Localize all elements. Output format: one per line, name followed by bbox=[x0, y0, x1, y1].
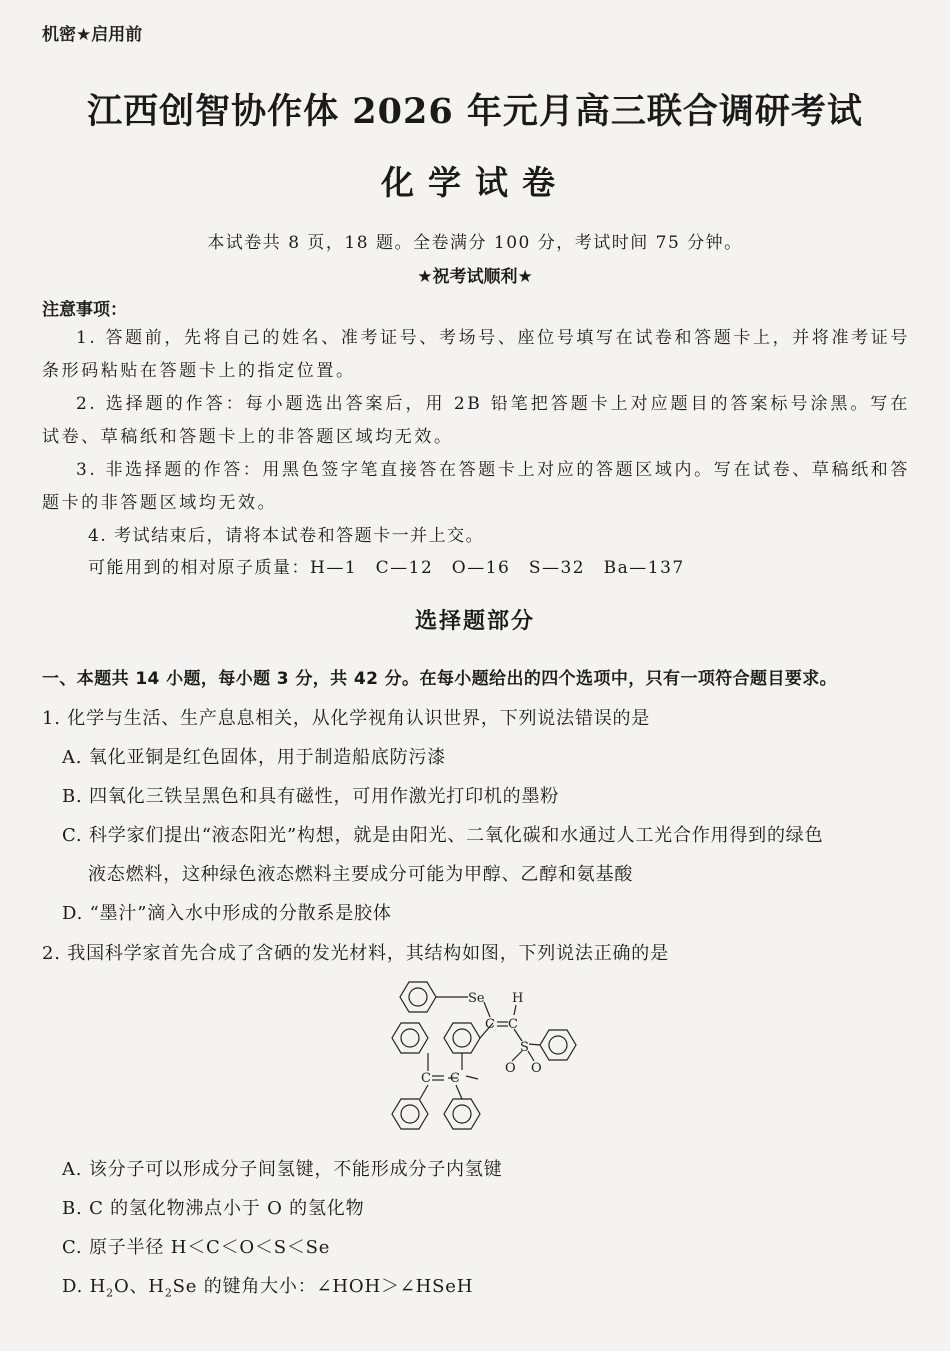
molecular-structure-diagram bbox=[380, 975, 610, 1145]
note-item: 4. 考试结束后，请将本试卷和答题卡一并上交。 bbox=[88, 526, 485, 546]
question-2-stem: 2. 我国科学家首先合成了含硒的发光材料，其结构如图，下列说法正确的是 bbox=[42, 943, 669, 964]
sulfur-atom-label: S bbox=[520, 1040, 529, 1055]
benzene-ring bbox=[392, 1099, 428, 1129]
benzene-ring bbox=[392, 1023, 428, 1053]
oxygen-atom-label: O bbox=[505, 1061, 516, 1076]
atomic-mass-line: 可能用到的相对原子质量：H—1 C—12 O—16 S—32 Ba—137 bbox=[88, 558, 685, 578]
option-d-mid: O、H bbox=[113, 1276, 165, 1297]
exam-info: 本试卷共 8 页，18 题。全卷满分 100 分，考试时间 75 分钟。 bbox=[207, 233, 743, 253]
exam-title: 江西创智协作体 2026 年元月高三联合调研考试 bbox=[87, 91, 863, 132]
note-item: 3. 非选择题的作答：用黑色签字笔直接答在答题卡上对应的答题区域内。写在试卷、草稿纸和答题卡的非答题区域均无效。 bbox=[42, 460, 910, 513]
question-2-option-d bbox=[62, 1272, 473, 1300]
subscript: 2 bbox=[106, 1286, 114, 1300]
exam-subtitle: 化学试卷 bbox=[381, 163, 569, 202]
section-title: 选择题部分 bbox=[414, 609, 535, 634]
note-item: 2. 选择题的作答：每小题选出答案后，用 2B 铅笔把答题卡上对应题目的答案标号涂黑。写在试卷、草稿纸和答题卡上的非答题区域均无效。 bbox=[42, 394, 910, 447]
question-1-option-d: D. “墨汁”滴入水中形成的分散系是胶体 bbox=[62, 903, 392, 924]
question-1-option-a: A. 氧化亚铜是红色固体，用于制造船底防污漆 bbox=[62, 747, 447, 768]
benzene-ring bbox=[540, 1030, 576, 1060]
notes-title: 注意事项： bbox=[42, 300, 127, 320]
question-1-option-c: C. 科学家们提出“液态阳光”构想，就是由阳光、二氧化碳和水通过人工光合作用得到的绿色 bbox=[62, 825, 824, 846]
carbon-atom-label: C bbox=[508, 1017, 518, 1032]
carbon-atom-label: C bbox=[450, 1071, 460, 1086]
option-d-prefix: D. H bbox=[62, 1276, 107, 1297]
benzene-ring bbox=[400, 982, 436, 1012]
carbon-atom-label: C bbox=[421, 1071, 431, 1086]
option-d-rest: Se 的键角大小：∠HOH＞∠HSeH bbox=[172, 1276, 474, 1297]
oxygen-atom-label: O bbox=[531, 1061, 542, 1076]
question-2-option-a: A. 该分子可以形成分子间氢键，不能形成分子内氢键 bbox=[62, 1159, 503, 1180]
benzene-ring bbox=[444, 1099, 480, 1129]
question-1-option-c-continued: 液态燃料，这种绿色液态燃料主要成分可能为甲醇、乙醇和氨基酸 bbox=[88, 864, 634, 885]
benzene-ring bbox=[444, 1023, 480, 1053]
hydrogen-atom-label: H bbox=[512, 991, 524, 1006]
subscript: 2 bbox=[164, 1286, 173, 1300]
question-2-option-c: C. 原子半径 H＜C＜O＜S＜Se bbox=[62, 1237, 331, 1258]
part-heading: 一、本题共 14 小题，每小题 3 分，共 42 分。在每小题给出的四个选项中，只有一项符合题目要求。 bbox=[42, 669, 838, 689]
note-item: 1. 答题前，先将自己的姓名、准考证号、考场号、座位号填写在试卷和答题卡上，并将准考证号条形码粘贴在答题卡上的指定位置。 bbox=[42, 328, 910, 381]
selenium-atom-label: Se bbox=[468, 991, 485, 1006]
good-luck-banner: ★祝考试顺利★ bbox=[417, 267, 533, 287]
question-1-option-b: B. 四氧化三铁呈黑色和具有磁性，可用作激光打印机的墨粉 bbox=[62, 786, 560, 807]
confidential-label: 机密★启用前 bbox=[42, 25, 143, 45]
question-2-option-b: B. C 的氢化物沸点小于 O 的氢化物 bbox=[62, 1198, 365, 1219]
question-1-stem: 1. 化学与生活、生产息息相关，从化学视角认识世界，下列说法错误的是 bbox=[42, 708, 651, 729]
carbon-atom-label: C bbox=[485, 1017, 495, 1032]
